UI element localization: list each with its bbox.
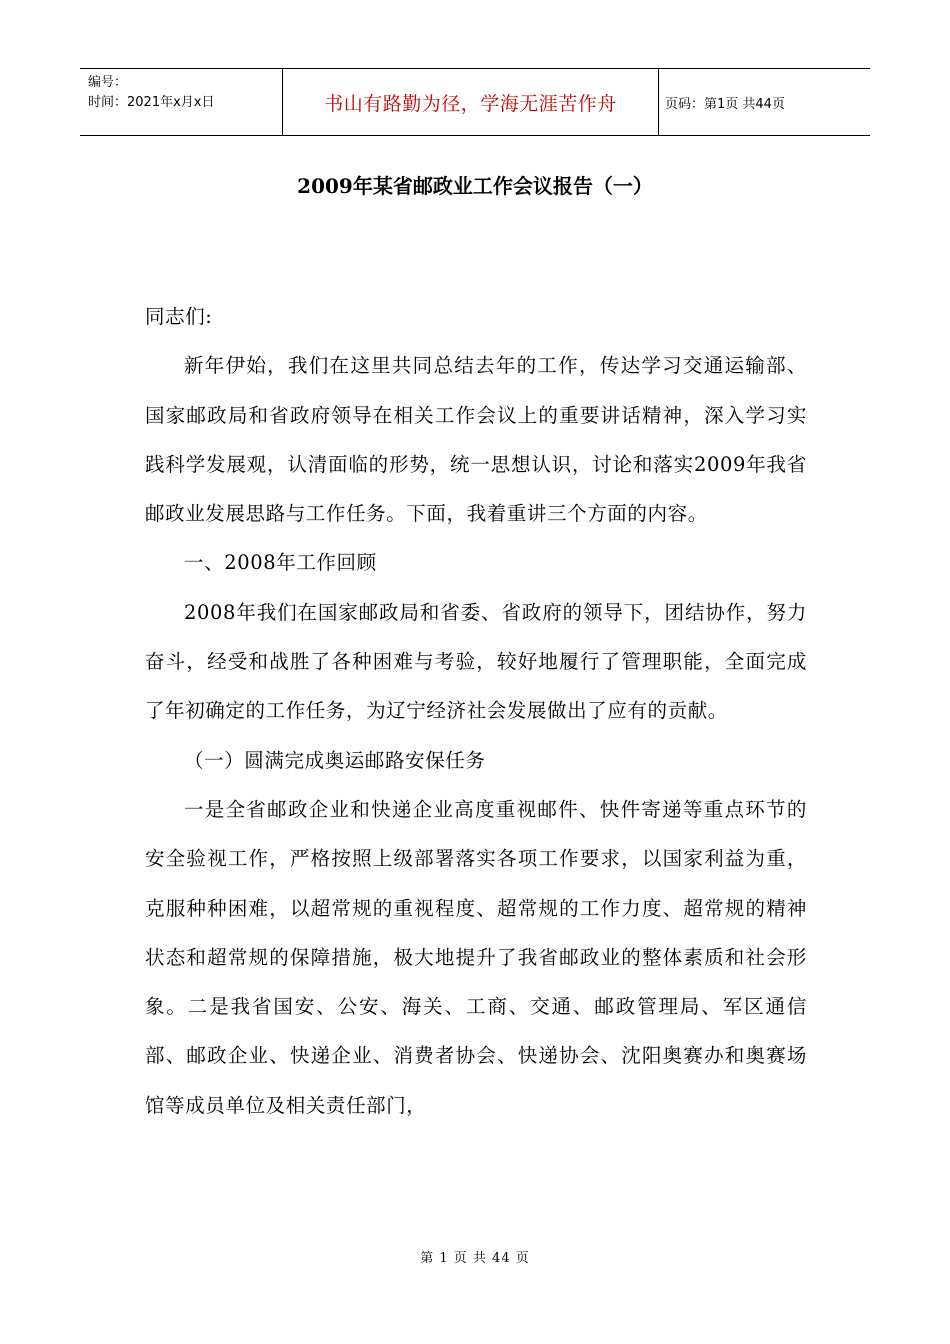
page-footer: 第 1 页 共 44 页 <box>420 1251 530 1266</box>
salutation: 同志们: <box>145 305 213 328</box>
section-heading: 一、2008年工作回顾 <box>184 551 377 575</box>
paragraph: 2008年我们在国家邮政局和省委、省政府的领导下，团结协作，努力奋斗，经受和战胜了各种困难与考验，较好地履行了管理职能，全面完成了年初确定的工作任务，为辽宁经济社会发展做出了应有的贡献。 <box>145 600 807 723</box>
document-date: 时间：2021年x月x日 <box>88 95 215 110</box>
header-page-info: 页码：第1页 共44页 <box>665 96 785 112</box>
subsection-heading: （一）圆满完成奥运邮路安保任务 <box>184 748 486 772</box>
paragraph: 一是全省邮政企业和快递企业高度重视邮件、快件寄递等重点环节的安全验视工作，严格按照上级部署落实各项工作要求，以国家利益为重，克服种种困难，以超常规的重视程度、超常规的工作力度、超常规的精神状态和超常规的保障措施，极大地提升了我省邮政业的整体素质和社会形象。二是我省国安、公安、海关、工商、交通、邮政管理局、军区通信部、邮政企业、快递企业、消费者协会、快递协会、沈阳奥赛办和奥赛场馆等成员单位及相关责任部门， <box>145 797 807 1117</box>
paragraph: 新年伊始，我们在这里共同总结去年的工作，传达学习交通运输部、国家邮政局和省政府领导在相关工作会议上的重要讲话精神，深入学习实践科学发展观，认清面临的形势，统一思想认识，讨论和落实2009年我省邮政业发展思路与工作任务。下面，我着重讲三个方面的内容。 <box>145 354 807 526</box>
document-title: 2009年某省邮政业工作会议报告（一） <box>297 174 653 198</box>
document-header <box>80 68 870 136</box>
document-body <box>145 292 807 1130</box>
header-meta <box>80 69 282 135</box>
header-motto: 书山有路勤为径，学海无涯苦作舟 <box>282 69 659 135</box>
document-number-label: 编号： <box>88 75 128 90</box>
